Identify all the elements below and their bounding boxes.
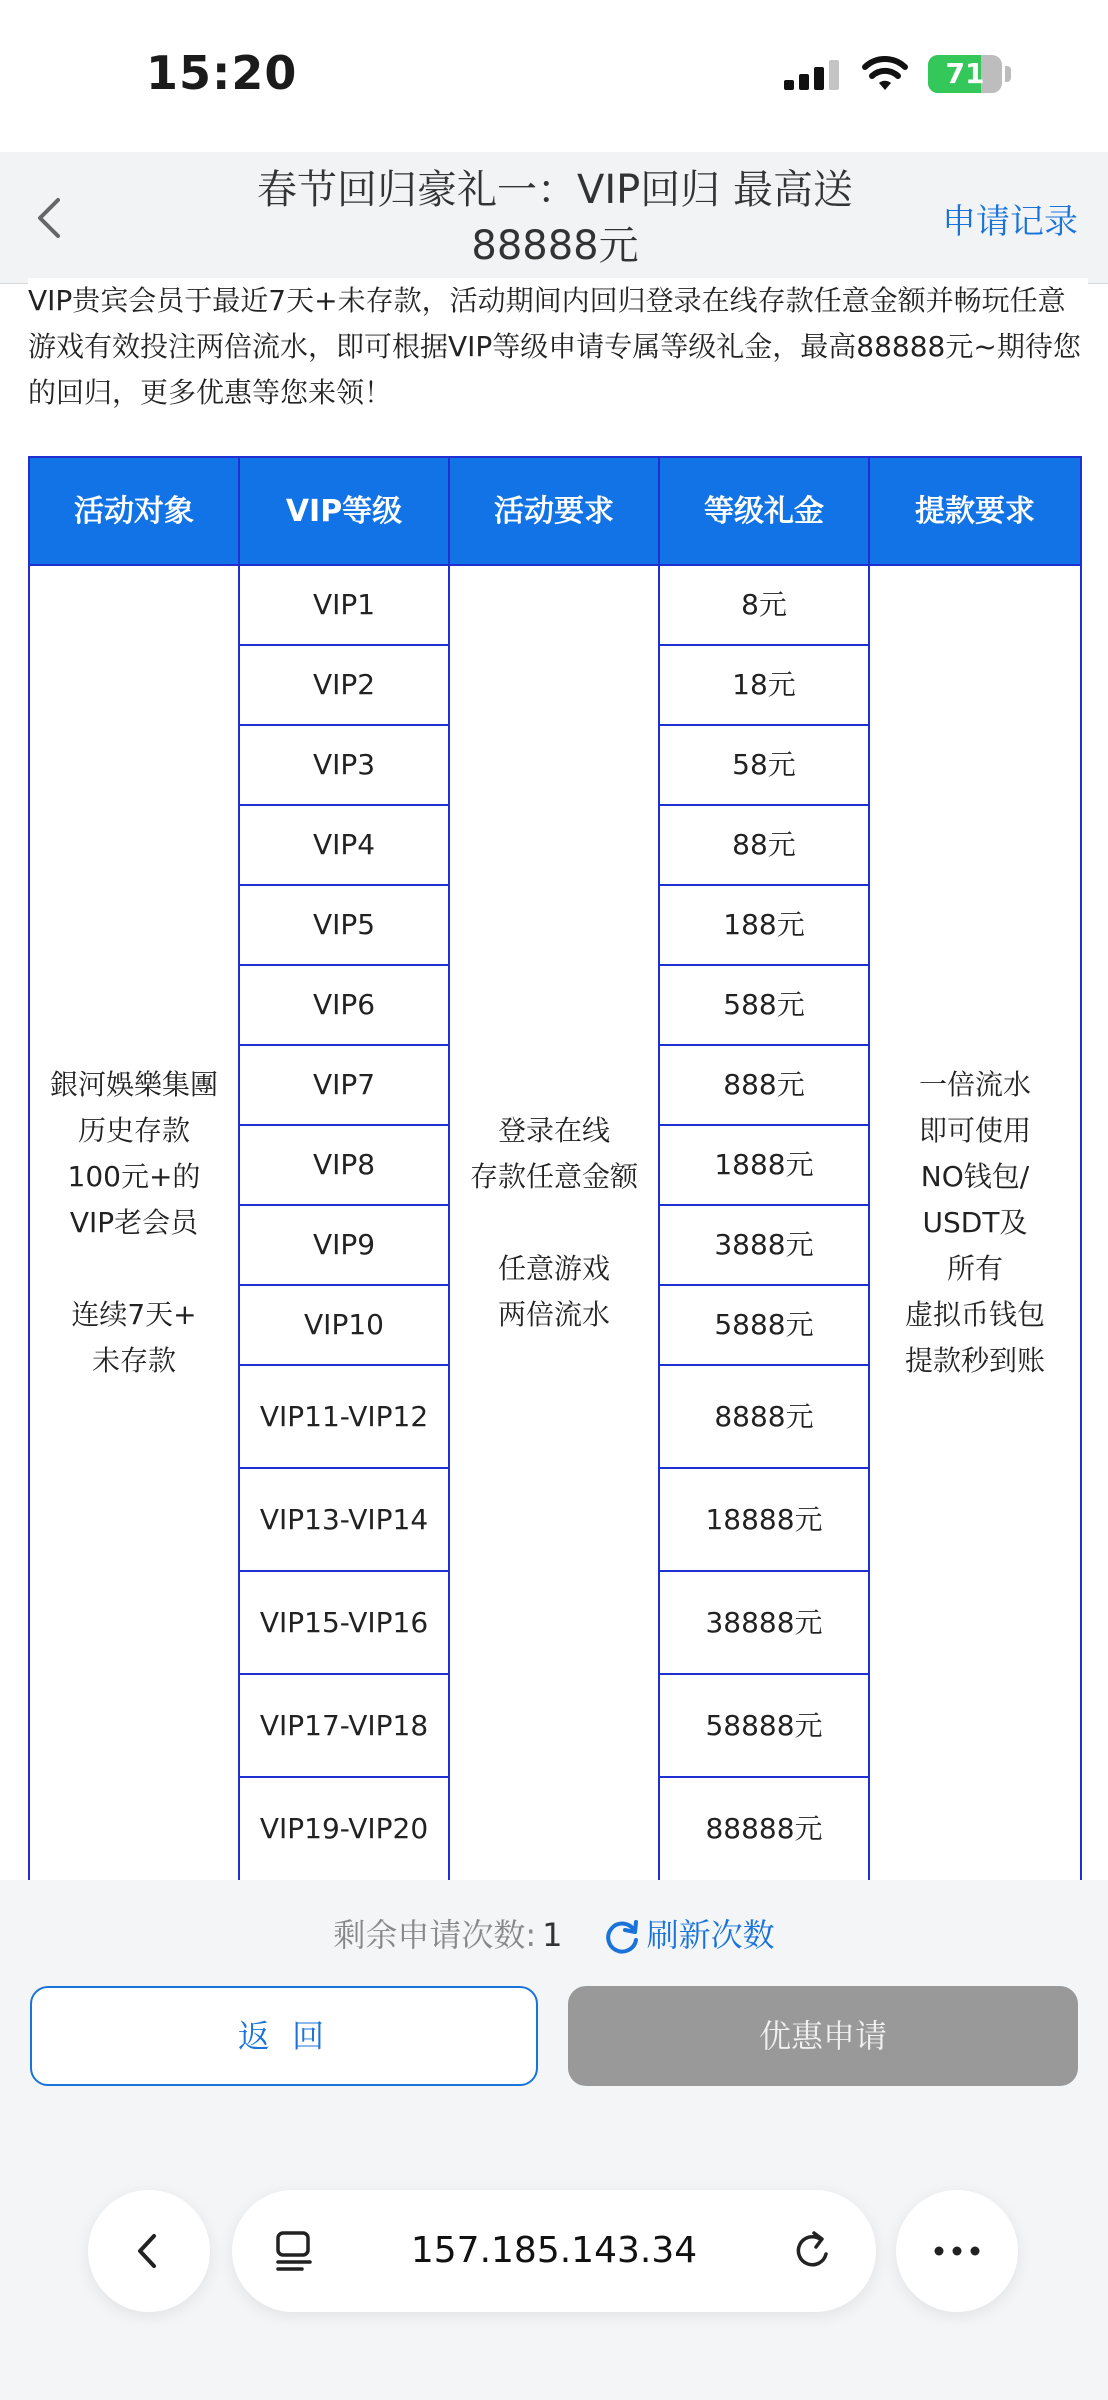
vip-level-cell-text: VIP7 [312,1068,376,1101]
vip-level-cell [238,1467,450,1572]
vip-level-cell-text: VIP3 [312,748,376,781]
vip-level-cell [238,644,450,726]
battery-level: 71 [945,57,985,90]
header-requirement [448,456,660,568]
bonus-cell [658,884,870,966]
vip-level-cell-text: VIP15-VIP16 [259,1605,429,1639]
header-target [28,456,240,568]
browser-back-button[interactable] [88,2190,210,2312]
apply-records-link[interactable]: 申请记录 [942,202,1078,242]
status-time: 15:20 [146,46,298,100]
apply-promotion-button[interactable]: 优惠申请 [568,1986,1078,2086]
header-bonus [658,456,870,568]
bonus-cell [658,1364,870,1469]
chevron-left-icon [126,2228,172,2274]
withdrawal-cell [868,564,1082,1882]
vip-level-cell [238,1364,450,1469]
battery-icon [928,55,1002,93]
bonus-cell [658,644,870,726]
signal-icon [784,60,840,90]
bonus-cell [658,804,870,886]
vip-level-cell-text: VIP11-VIP12 [259,1399,429,1433]
header-target-text: 活动对象 [74,494,194,529]
refresh-icon[interactable] [603,1918,641,1956]
reload-icon[interactable] [790,2228,836,2274]
bonus-cell [658,1776,870,1882]
vip-level-cell-text: VIP8 [312,1148,376,1181]
vip-level-cell-text: VIP2 [312,668,376,701]
vip-level-cell [238,1204,450,1286]
header-withdrawal [868,456,1082,568]
vip-level-cell-text: VIP1 [312,588,376,621]
status-bar [0,0,1108,152]
bonus-cell-text: 588元 [723,988,805,1021]
vip-level-cell [238,964,450,1046]
bonus-cell-text: 1888元 [714,1148,814,1181]
bonus-cell-text: 88元 [732,828,796,861]
bonus-cell [658,1124,870,1206]
browser-more-button[interactable] [896,2190,1018,2312]
vip-level-cell [238,1284,450,1366]
vip-level-cell [238,724,450,806]
header-vip-level [238,456,450,568]
vip-level-cell [238,1776,450,1882]
nav-header [0,152,1108,284]
header-requirement-text: 活动要求 [494,494,614,529]
bonus-cell-text: 188元 [723,908,805,941]
vip-level-cell [238,1673,450,1778]
battery-cap [1005,66,1011,82]
vip-level-cell [238,564,450,646]
remaining-count: 1 [542,1916,563,1954]
vip-level-cell [238,804,450,886]
bonus-cell-text: 58元 [732,748,796,781]
bonus-cell [658,1044,870,1126]
back-button[interactable]: 返 回 [30,1986,538,2086]
vip-bonus-table [28,456,1080,1880]
target-members-cell [28,564,240,1882]
bonus-cell-text: 3888元 [714,1228,814,1261]
vip-level-cell [238,1044,450,1126]
wifi-icon [862,56,908,92]
bonus-cell [658,564,870,646]
bonus-cell [658,1673,870,1778]
vip-level-cell-text: VIP17-VIP18 [259,1708,429,1742]
bonus-cell [658,1204,870,1286]
back-chevron-icon[interactable] [28,188,68,248]
vip-level-cell-text: VIP4 [312,828,376,861]
bonus-cell [658,724,870,806]
bonus-cell [658,1284,870,1366]
header-withdrawal-text: 提款要求 [915,494,1035,529]
page-title: 春节回归豪礼一：VIP回归 最高送88888元 [257,167,853,269]
header-bonus-text: 等级礼金 [704,494,824,529]
vip-level-cell [238,1570,450,1675]
action-area [0,1880,1108,2400]
vip-level-cell-text: VIP13-VIP14 [259,1502,429,1536]
withdrawal-cell-text: 一倍流水 即可使用 NO钱包/ USDT及 所有 虚拟币钱包 提款秒到账 [904,1068,1045,1377]
bonus-cell-text: 8元 [741,588,787,621]
target-members-cell-text: 銀河娛樂集團 历史存款 100元+的 VIP老会员 连续7天+ 未存款 [49,1068,218,1377]
vip-level-cell-text: VIP19-VIP20 [259,1812,429,1845]
more-icon [932,2240,982,2262]
bonus-cell-text: 5888元 [714,1308,814,1341]
header-vip-level-text: VIP等级 [285,494,403,529]
vip-level-cell-text: VIP6 [312,988,376,1021]
requirement-cell [448,564,660,1882]
bonus-cell [658,964,870,1046]
bonus-cell-text: 38888元 [705,1605,823,1639]
vip-level-cell-text: VIP9 [312,1228,376,1261]
vip-level-cell [238,884,450,966]
remaining-label: 剩余申请次数: [333,1916,537,1954]
bonus-cell-text: 8888元 [714,1399,814,1433]
bonus-cell-text: 58888元 [705,1708,823,1742]
requirement-cell-text: 登录在线 存款任意金额 任意游戏 两倍流水 [469,1114,638,1331]
vip-level-cell-text: VIP5 [312,908,376,941]
bonus-cell-text: 18元 [732,668,796,701]
bonus-cell-text: 18888元 [705,1502,823,1536]
bonus-cell [658,1467,870,1572]
refresh-count-link[interactable]: 刷新次数 [646,1916,775,1954]
bonus-cell-text: 888元 [723,1068,805,1101]
bonus-cell-text: 88888元 [705,1812,823,1845]
remaining-applications [0,1910,1108,1956]
url-text: 157.185.143.34 [410,2230,698,2271]
vip-level-cell-text: VIP10 [304,1308,384,1341]
url-bar[interactable] [232,2190,876,2312]
bonus-cell [658,1570,870,1675]
vip-level-cell [238,1124,450,1206]
promo-description: VIP贵宾会员于最近7天+未存款，活动期间内回归登录在线存款任意金额并畅玩任意游戏有效投注两倍流水，即可根据VIP等级申请专属等级礼金，最高88888元~期待您的回归，更多优惠等您来领！ [28,278,1088,416]
